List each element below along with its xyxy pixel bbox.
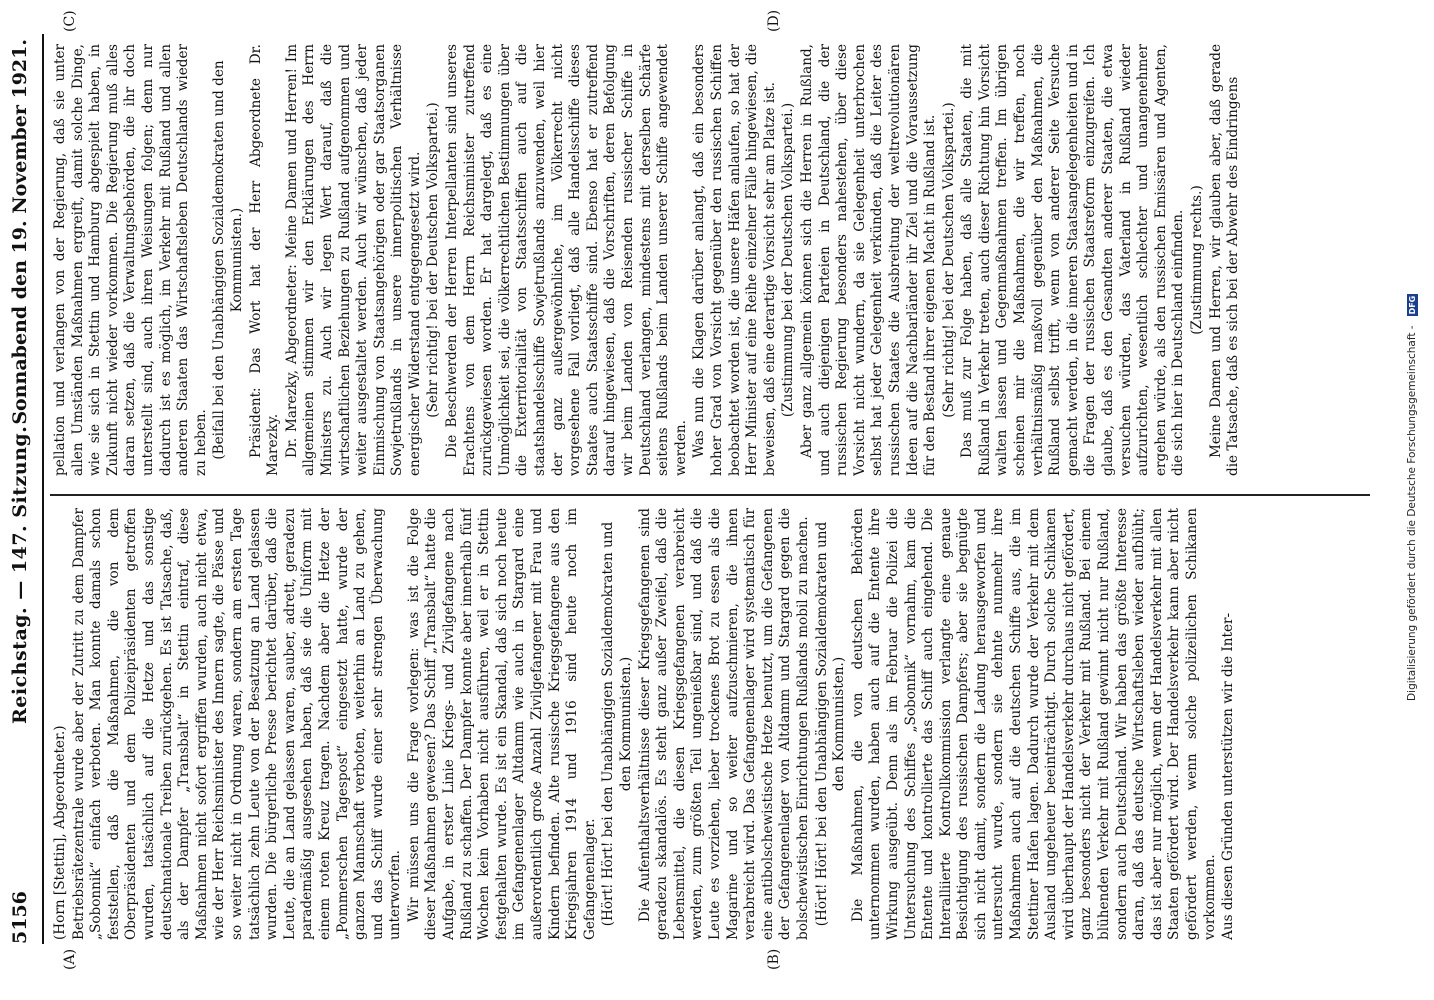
right-paragraph: (Sehr richtig! bei der Deutschen Volkspartei.)	[940, 102, 957, 418]
margin-marker-d: (D)	[766, 9, 782, 32]
dfg-logo-icon: DFG	[1407, 295, 1417, 315]
digitization-credit	[1406, 35, 1418, 960]
left-paragraph: (Hört! Hört! bei den Unabhängigen Sozialdemokraten und den Kommunisten.)	[813, 521, 848, 927]
session-title: Reichstag. — 147. Sitzung.	[9, 425, 31, 724]
right-paragraph: pellation und verlangen von der Regierung, daß sie unter allen Umständen Maßnahmen ergreift, damit solche Dinge, wie sie sich in Stettin und Hamburg abgespielt haben, in Zukunft nicht wieder vorkommen. Die Regierung muß alles daran setzen, daß die Verwaltungsbehörden, die ihr doch unterstellt sind, auch ihren Weisungen folgen; denn nur dadurch ist es möglich, im Verkehr mit Rußland und allen anderen Staaten das Wirtschaftsleben Deutschlands wieder zu heben.	[52, 44, 209, 476]
right-paragraph: (Beifall bei den Unabhängigen Sozialdemokraten und den Kommunisten.)	[211, 60, 245, 460]
page-number: 5156	[9, 891, 31, 944]
right-column	[52, 44, 1407, 476]
left-paragraph: Wir müssen uns die Frage vorlegen: was ist die Folge dieser Maßnahmen gewesen? Das Schiff „Transbalt“ hatte die Aufgabe, in erster Linie Kriegs- und Zivilgefangene nach Rußland zu schaffen. Der Dampfer konnte aber innerhalb fünf Wochen kein Vorhaben nicht ausführen, weil er in Stettin festgehalten wurde. Es ist ein Skandal, daß sich noch heute im Gefangenenlager Altdamm wie auch in Stargard eine außerordentlich große Anzahl Zivilgefangener mit Frau und Kindern befinden. Alte russische Kriegsgefangene aus den Kriegsjahren 1914 und 1916 sind heute noch im Gefangenenlager.	[405, 508, 598, 940]
margin-marker-a: (A)	[62, 948, 78, 970]
right-paragraph: Präsident: Das Wort hat der Herr Abgeordnete Dr. Marezky.	[247, 44, 282, 476]
page-header	[3, 39, 41, 944]
column-divider	[50, 494, 1370, 496]
right-paragraph: (Zustimmung rechts.)	[1189, 185, 1205, 335]
right-paragraph: (Sehr richtig! bei der Deutschen Volkspartei.)	[425, 102, 442, 418]
left-paragraph: Die Aufenthaltsverhältnisse dieser Kriegsgefangenen sind geradezu skandalös. Es steht ganz außer Zweifel, daß die Lebensmittel, die diesen Kriegsgefangenen verabreicht werden, zum größten Teil ungenießbar sind, und daß die Leute es vorziehen, lieber trockenes Brot zu essen als die Magarine und so weiter aufzuschmieren, die ihnen verabreicht wird. Das Gefangenenlager wird systematisch für eine antibolschewistische Hetze benutzt, um die Gefangenen der Gefangenenlager von Altdamm und Stargard gegen die bolschewistischen Einrichtungen Rußlands mobil zu machen.	[636, 508, 811, 940]
credit-text: Digitalisierung gefördert durch die Deutsche Forschungsgemeinschaft -	[1406, 325, 1418, 701]
left-paragraph: (Hört! Hört! bei den Unabhängigen Sozialdemokraten und den Kommunisten.)	[600, 521, 634, 927]
right-paragraph: Die Beschwerden der Herren Interpellanten sind unseres Erachtens von dem Herrn Reichsminister zutreffend zurückgewiesen worden. Er hat dargelegt, daß es eine Unmöglichkeit sei, die völkerrechtlichen Bestimmungen über die Exterritorialität von Staatsschiffen auch auf die staatshandelsschiffe Sowjetrußlands anzuwenden, weil hier der ganz außergewöhnliche, im Völkerrecht nicht vorgesehene Fall vorliegt, daß alle Handelsschiffe dieses Staates auch Staatsschiffe sind. Ebenso hat er zutreffend darauf hingewiesen, daß die Vorschriften, deren Befolgung wir beim Landen von Reisenden russischer Schiffe in Deutschland verlangen, mindestens mit derselben Schärfe seitens Rußlands beim Landen unserer Schiffe angewendet werden.	[444, 44, 689, 476]
right-paragraph: (Zustimmung bei der Deutschen Volkspartei.)	[780, 102, 797, 418]
left-column	[52, 508, 1362, 940]
header-rule	[42, 34, 44, 944]
right-paragraph: Was nun die Klagen darüber anlangt, daß ein besonders hoher Grad von Vorsicht gegenüber den russischen Schiffen beobachtet worden ist, die unsere Häfen anlaufen, so hat der Herr Minister auf eine Reihe einzelner Fälle hingewiesen, die beweisen, daß eine derartige Vorsicht sehr am Platze ist.	[691, 44, 778, 476]
left-paragraph: Betriebsrätezentrale wurde aber der Zutritt zu dem Dampfer „Sobonnik“ einfach verboten. Man konnte damals schon feststellen, daß die Maßnahmen, die von dem Oberpräsidenten und dem Polizeipräsidenten getroffen wurden, tatsächlich auf die Hetze und das sonstige deutschnationale Treiben zurückgehen. Es ist Tatsache, daß, als der Dampfer „Transbalt“ in Stettin eintraf, diese Maßnahmen nicht sofort ergriffen wurden, auch nicht etwa, wie der Herr Reichsminister des Innern sagte, die Pässe und so weiter nicht in Ordnung waren, sondern am ersten Tage tatsächlich zehn Leute von der Besatzung an Land gelassen wurden. Die bürgerliche Presse berichtet darüber, daß die Leute, die an Land gelassen waren, sauber, adrett, geradezu parademäßig ausgesehen haben, daß sie die Uniform mit einem roten Kreuz tragen. Nachdem aber die Hetze der „Pommerschen Tagespost“ eingesetzt hatte, wurde der ganzen Mannschaft verboten, weiterhin an Land zu gehen, und das Schiff wurde einer sehr strengen Überwachung unterworfen.	[70, 508, 404, 940]
left-paragraph: Aus diesen Gründen unterstützen wir die Inter-	[1220, 612, 1237, 940]
right-paragraph: Dr. Marezky, Abgeordneter: Meine Damen und Herren! Im allgemeinen stimmen wir den Erklärungen des Herrn Ministers zu. Auch wir legen Wert darauf, daß die wirtschaftlichen Beziehungen zu Rußland aufgenommen und weiter ausgestaltet werden. Auch wir wünschen, daß jeder Einmischung von Staatsangehörigen oder gar Staatsorganen Sowjetrußlands in unsere innerpolitischen Verhältnisse energischer Widerstand entgegengesetzt wird.	[283, 44, 423, 476]
margin-marker-c: (C)	[62, 10, 78, 32]
margin-marker-b: (B)	[766, 948, 782, 970]
right-paragraph: Aber ganz allgemein können sich die Herren in Rußland, und auch diejenigen Parteien in Deutschland, die der russischen Regierung besonders nahestehen, über diese Vorsicht nicht wundern, da sie Gelegenheit unterbrochen selbst hat jeder Gelegenheit verkünden, daß die Leiter des russischen Staates die Ausbreitung der weltrevolutionären Ideen auf die Nachbarländer ihr Ziel und die Voraussetzung für den Bestand ihrer eigenen Macht in Rußland ist.	[798, 44, 939, 476]
right-paragraph: Das muß zur Folge haben, daß alle Staaten, die mit Rußland in Verkehr treten, auch dieser Richtung hin Vorsicht walten lassen und Gegenmaßnahmen treffen. Im übrigen scheinen mir die Maßnahmen, die wir treffen, noch verhältnismäßig maßvoll gegenüber den Maßnahmen, die Rußland selbst trifft, wenn von anderer Seite Versuche gemacht werden, in die inneren Staatsangelegenheiten und in die Fragen der russischen Staatsreform einzugreifen. Ich glaube, daß es den Gesandten anderer Staaten, die etwa versuchen würden, das Vaterland in Rußland wieder aufzurichten, wesentlich schlechter und unangenehmer ergehen würde, als den russischen Emissären und Agenten, die sich hier in Deutschland einfinden.	[959, 44, 1187, 476]
right-paragraph: Meine Damen und Herren, wir glauben aber, daß gerade die Tatsache, daß es sich bei der Abwehr des Eindringens	[1207, 44, 1242, 476]
session-date: Sonnabend den 19. November 1921.	[9, 39, 31, 425]
left-paragraph: Die Maßnahmen, die von deutschen Behörden unternommen wurden, haben auch auf die Entente ihre Wirkung ausgeübt. Denn als im Februar die Polizei die Untersuchung des Schiffes „Sobonnik“ vornahm, kam die Entente und kontrollierte das Schiff auch eingehend. Die Interalliierte Kontrollkommission verlangte eine genaue Besichtigung des russischen Dampfers; aber sie begnügte sich nicht damit, sondern die Ladung herausgeworfen und untersucht wurde, sondern sie dehnte nunmehr ihre Maßnahmen auch auf die deutschen Schiffe aus, die im Stettiner Hafen lagen. Dadurch wurde der Verkehr mit dem Ausland ungeheuer beeinträchtigt. Durch solche Schikanen wird überhaupt der Handelsverkehr durchaus nicht gefördert, ganz besonders nicht der Verkehr mit Rußland. Bei einem blühenden Verkehr mit Rußland gewinnt nicht nur Rußland, sondern auch Deutschland. Wir haben das größte Interesse daran, daß das deutsche Wirtschaftsleben wieder aufblüht; das ist aber nur möglich, wenn der Handelsverkehr mit allen Staaten gefördert wird. Der Handelsverkehr kann aber nicht gefördert werden, wenn solche polizeilichen Schikanen vorkommen.	[849, 508, 1218, 940]
left-paragraph: (Horn [Stettin], Abgeordneter.)	[52, 725, 68, 940]
